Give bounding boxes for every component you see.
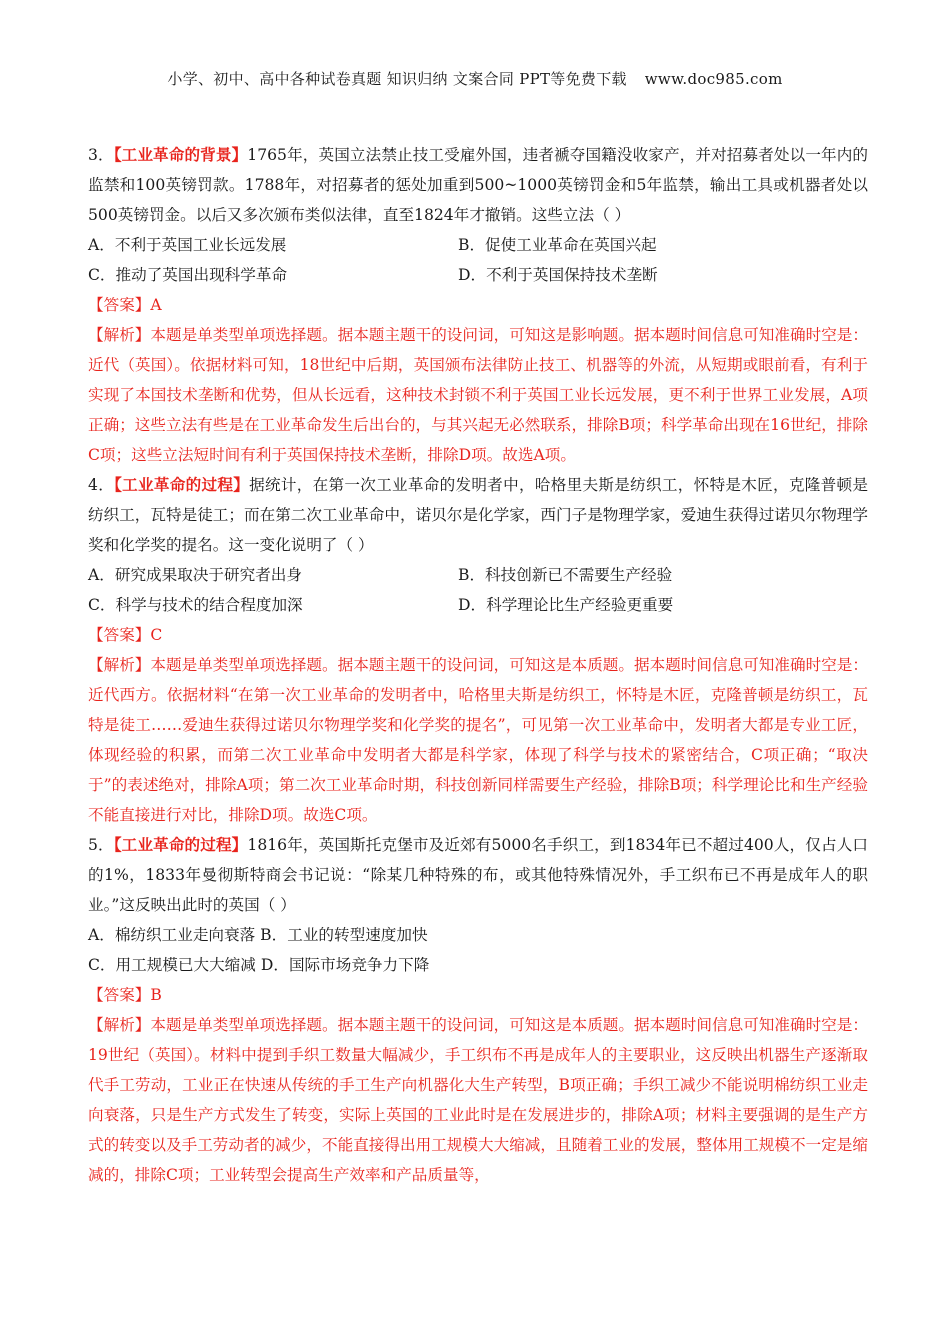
option-d: D．科学理论比生产经验更重要 [458,596,674,614]
option-d: D．国际市场竞争力下降 [260,956,430,974]
question-stem [88,140,868,230]
option-row [88,920,868,950]
question-topic-tag: 【工业革命的背景】 [113,145,248,164]
question-topic-tag: 【工业革命的过程】 [113,835,248,854]
option-b: B．促使工业革命在英国兴起 [458,236,657,254]
header-text: 小学、初中、高中各种试卷真题 知识归纳 文案合同 PPT等免费下载 [167,70,627,88]
question-text: 1765年，英国立法禁止技工受雇外国，违者褫夺国籍没收家产，并对招募者处以一年内的监禁和100英镑罚款。1788年，对招募者的惩处加重到500~1000英镑罚金和5年监禁，输出工具或机器者处以500英镑罚金。以后又多次颁布类似法律，直至1824年才撤销。这些立法（ ） [88,146,869,224]
question-topic-tag: 【工业革命的过程】 [114,475,250,494]
option-b: B．科技创新已不需要生产经验 [458,566,673,584]
question-options [88,230,868,290]
option-b: B．工业的转型速度加快 [260,926,428,944]
question-stem [88,830,868,920]
question-number: 4． [88,476,115,494]
question-options [88,560,868,620]
analysis-text: 【解析】本题是单类型单项选择题。据本题主题干的设问词，可知这是影响题。据本题时间信息可知准确时空是：近代（英国）。依据材料可知，18世纪中后期，英国颁布法律防止技工、机器等的外流，从短期或眼前看，有利于实现了本国技术垄断和优势，但从长远看，这种技术封锁不利于英国工业长远发展，更不利于世界工业发展，A项正确；这些立法有些是在工业革命发生后出台的，与其兴起无必然联系，排除B项；科学革命出现在16世纪，排除C项；这些立法短时间有利于英国保持技术垄断，排除D项。故选A项。 [88,326,868,464]
option-c: C．用工规模已大大缩减 [88,956,256,974]
page-header [0,68,950,89]
answer-line: 【答案】C [88,626,163,644]
question-number: 3． [88,146,114,164]
analysis-text: 【解析】本题是单类型单项选择题。据本题主题干的设问词，可知这是本质题。据本题时间信息可知准确时空是：近代西方。依据材料“在第一次工业革命的发明者中，哈格里夫斯是纺织工，怀特是木匠，克隆普顿是纺织工，瓦特是徒工……爱迪生获得过诺贝尔物理学奖和化学奖的提名”，可见第一次工业革命中，发明者大都是专业工匠，体现经验的积累，而第二次工业革命中发明者大都是科学家，体现了科学与技术的紧密结合，C项正确；“取决于”的表述绝对，排除A项；第二次工业革命时期，科技创新同样需要生产经验，排除B项；科学理论比和生产经验不能直接进行对比，排除D项。故选C项。 [88,656,868,824]
question-text: 1816年，英国斯托克堡市及近郊有5000名手织工，到1834年已不超过400人，仅占人口的1%，1833年曼彻斯特商会书记说：“除某几种特殊的布，或其他特殊情况外，手工织布已不再是成年人的职业。”这反映出此时的英国（ ） [88,836,869,914]
option-row [88,950,868,980]
question-number: 5． [88,836,114,854]
question-stem [88,470,868,560]
option-d: D．不利于英国保持技术垄断 [458,266,658,284]
document-body [88,140,868,1190]
option-c: C．科学与技术的结合程度加深 [88,596,303,614]
option-c: C．推动了英国出现科学革命 [88,266,288,284]
question-text: 据统计，在第一次工业革命的发明者中，哈格里夫斯是纺织工，怀特是木匠，克隆普顿是纺织工，瓦特是徒工；而在第二次工业革命中，诺贝尔是化学家，西门子是物理学家，爱迪生获得过诺贝尔物理学奖和化学奖的提名。这一变化说明了（ ） [88,476,868,554]
option-a: A．不利于英国工业长远发展 [88,236,287,254]
answer-line: 【答案】A [88,296,162,314]
header-site: www.doc985.com [644,70,783,88]
option-a: A．研究成果取决于研究者出身 [88,566,302,584]
analysis-text: 【解析】本题是单类型单项选择题。据本题主题干的设问词，可知这是本质题。据本题时间信息可知准确时空是：19世纪（英国）。材料中提到手织工数量大幅减少，手工织布不再是成年人的主要职业，这反映出机器生产逐渐取代手工劳动，工业正在快速从传统的手工生产向机器化大生产转型，B项正确；手织工减少不能说明棉纺织工业走向衰落，只是生产方式发生了转变，实际上英国的工业此时是在发展进步的，排除A项；材料主要强调的是生产方式的转变以及手工劳动者的减少，不能直接得出用工规模大大缩减，且随着工业的发展，整体用工规模不一定是缩减的，排除C项；工业转型会提高生产效率和产品质量等， [88,1016,868,1184]
option-a: A．棉纺织工业走向衰落 [88,926,256,944]
answer-line: 【答案】B [88,986,162,1004]
question-options [88,920,868,980]
